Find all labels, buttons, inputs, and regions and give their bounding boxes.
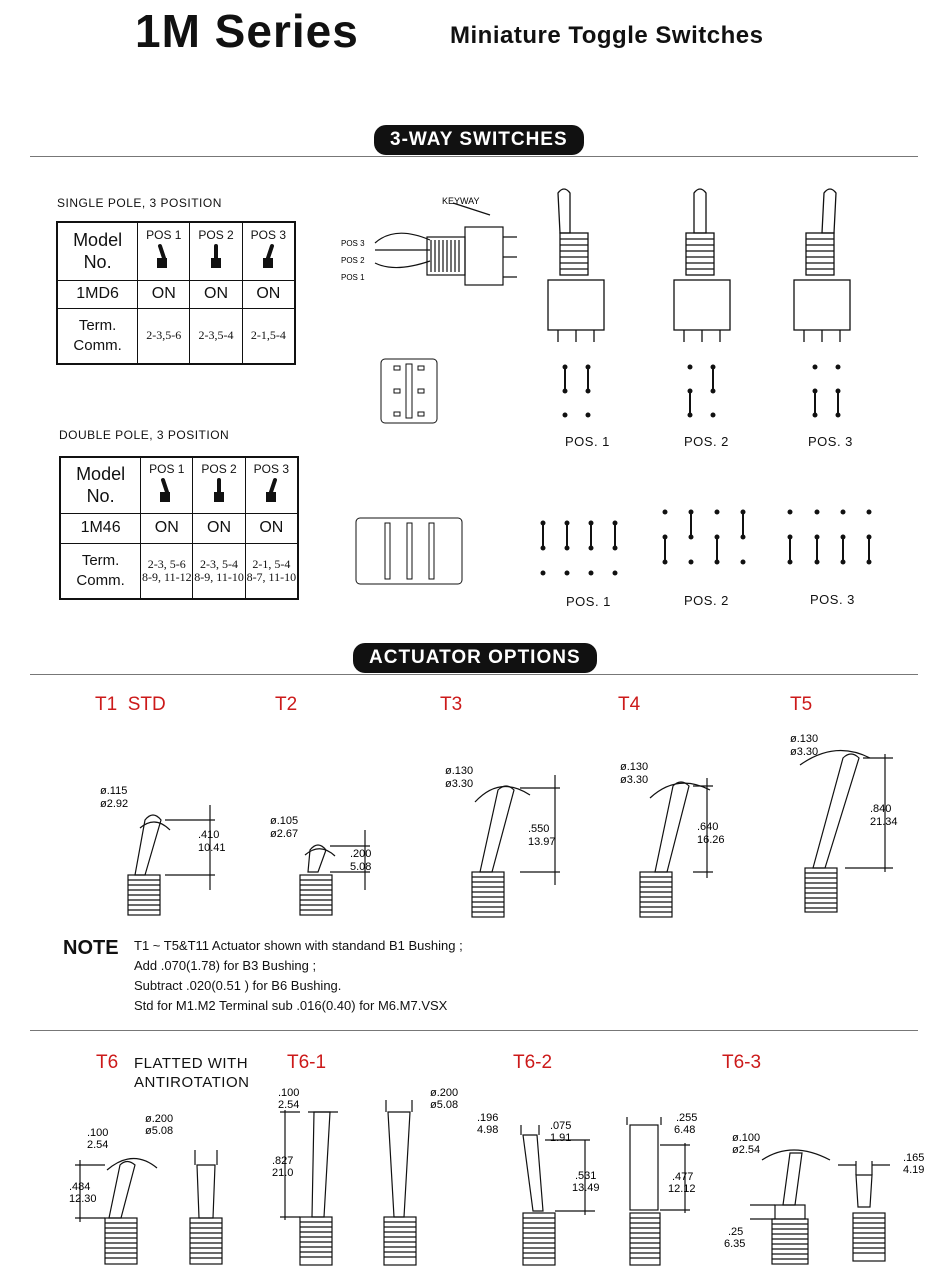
actuator-label-t4: T4 <box>618 694 641 715</box>
front-view-drawing <box>548 189 850 342</box>
pos-cell <box>193 457 245 513</box>
dim-label: 1.91 <box>550 1132 572 1144</box>
actuator-t1-drawing <box>95 780 245 920</box>
dim-label: 6.48 <box>674 1124 696 1136</box>
pos-label: POS 3 <box>250 227 287 242</box>
dim-label: .100 <box>87 1127 109 1139</box>
side-pos3-label: POS 3 <box>341 239 365 248</box>
dim-label: 4.19 <box>903 1164 925 1176</box>
dim-label: 13.49 <box>572 1182 600 1194</box>
model-label-cell <box>57 222 138 280</box>
side-view-drawing <box>375 203 517 285</box>
dim-label: ø.200 <box>430 1087 459 1099</box>
term-line: 2-3, 5-6 <box>147 556 186 571</box>
toggle-icon <box>204 242 228 270</box>
term-label: Term. Comm. <box>60 543 141 599</box>
dim-label: ø.115 <box>100 785 128 797</box>
section-divider <box>30 1030 918 1031</box>
pos-label-dp-1: POS. 1 <box>566 594 611 609</box>
actuator-label-t6-2: T6-2 <box>513 1052 553 1073</box>
double-pole-caption: DOUBLE POLE, 3 POSITION <box>59 428 230 442</box>
section-divider <box>30 674 918 675</box>
dim-label: ø2.92 <box>100 798 129 810</box>
term-cell: 2-3,5-6 <box>138 308 190 364</box>
dim-label: .255 <box>676 1112 698 1124</box>
term-line: 8-9, 11-10 <box>194 569 244 584</box>
model-label-cell <box>60 457 141 513</box>
dim-label: ø3.30 <box>445 778 474 790</box>
toggle-icon <box>256 242 280 270</box>
state-cell: ON <box>193 513 245 543</box>
dim-label: .550 <box>528 823 550 835</box>
side-pos1-label: POS 1 <box>341 273 365 282</box>
state-cell: ON <box>141 513 193 543</box>
pos-cell <box>190 222 242 280</box>
term-cell: 2-3,5-4 <box>190 308 242 364</box>
pos-label-dp-2: POS. 2 <box>684 593 729 608</box>
actuator-label-t2: T2 <box>275 694 298 715</box>
switch-front-views <box>540 185 870 345</box>
dim-label: 10.41 <box>198 842 226 854</box>
note-body <box>134 936 463 1016</box>
dim-label: 2.54 <box>87 1139 109 1151</box>
actuator-label-t5: T5 <box>790 694 813 715</box>
pos-label-dp-3: POS. 3 <box>810 592 855 607</box>
actuator-t6-2-drawing <box>475 1105 715 1270</box>
actuator-label-t6-1: T6-1 <box>287 1052 327 1073</box>
pos-label-sp-3: POS. 3 <box>808 434 853 449</box>
dim-label: 13.97 <box>528 836 556 848</box>
pos-cell <box>138 222 190 280</box>
pos-cell <box>242 222 295 280</box>
toggle-icon <box>207 476 231 504</box>
model-cell: 1M46 <box>60 513 141 543</box>
pin-layout-single <box>380 358 440 426</box>
dim-label: 12.12 <box>668 1183 696 1195</box>
note-line: T1 ~ T5&T11 Actuator shown with standand B1 Bushing ; <box>134 938 463 953</box>
dim-label: ø.130 <box>790 733 819 745</box>
pos-label: POS 1 <box>149 461 185 476</box>
dim-label: ø3.30 <box>790 746 819 758</box>
state-cell: ON <box>138 280 190 308</box>
dim-label: 21.0 <box>272 1167 294 1179</box>
term-label: Term. Comm. <box>57 308 138 364</box>
t6-desc-line: FLATTED WITH <box>134 1055 249 1072</box>
toggle-icon <box>155 476 179 504</box>
note-heading: NOTE <box>63 937 119 959</box>
page-subtitle: Miniature Toggle Switches <box>450 22 764 49</box>
single-pole-table <box>56 221 296 365</box>
actuator-t6-1-drawing <box>270 1082 470 1270</box>
double-pole-contacts <box>525 500 895 585</box>
dim-label: ø3.30 <box>620 774 649 786</box>
contact-bridges <box>565 367 838 415</box>
dim-label: 16.26 <box>697 834 725 846</box>
dim-label: .827 <box>272 1155 294 1167</box>
section-heading-3way: 3-WAY SWITCHES <box>374 125 584 155</box>
dim-label: ø.105 <box>270 815 299 827</box>
double-pole-table <box>59 456 299 600</box>
dim-label: .196 <box>477 1112 499 1124</box>
pos-label: POS 2 <box>201 461 237 476</box>
term-line: 8-9, 11-12 <box>142 569 192 584</box>
pos-label: POS 3 <box>253 461 290 476</box>
pin-layout-drawing <box>356 518 462 584</box>
section-divider <box>30 156 918 157</box>
dim-label: 21.34 <box>870 816 898 828</box>
t6-desc-line: ANTIROTATION <box>134 1074 250 1091</box>
pos-label-sp-2: POS. 2 <box>684 434 729 449</box>
term-line: 2-3, 5-4 <box>200 556 239 571</box>
model-cell: 1MD6 <box>57 280 138 308</box>
actuator-label-t6-3: T6-3 <box>722 1052 762 1073</box>
actuator-label-t6: T6 <box>96 1052 119 1073</box>
dim-label: 2.54 <box>278 1099 300 1111</box>
pin-layout-double <box>355 517 465 587</box>
dim-label: ø.130 <box>445 765 474 777</box>
note-line: Subtract .020(0.51 ) for B6 Bushing. <box>134 978 342 993</box>
dim-label: ø2.54 <box>732 1144 761 1156</box>
dim-label: .531 <box>575 1170 597 1182</box>
model-label: Model No. <box>76 464 126 507</box>
dim-label: .640 <box>697 821 719 833</box>
dim-label: .075 <box>550 1120 572 1132</box>
actuator-t2-drawing <box>270 810 400 920</box>
actuator-t5-drawing <box>785 730 945 915</box>
pin-layout-drawing <box>381 359 437 423</box>
dim-label: .25 <box>728 1226 744 1238</box>
dim-label: 6.35 <box>724 1238 746 1250</box>
actuator-label-t1: T1 STD <box>95 694 166 715</box>
side-pos2-label: POS 2 <box>341 256 365 265</box>
state-cell: ON <box>190 280 242 308</box>
model-label: Model No. <box>73 230 123 273</box>
dim-label: ø2.67 <box>270 828 299 840</box>
t6-description <box>134 1054 249 1092</box>
dim-label: .477 <box>672 1171 694 1183</box>
dim-label: ø5.08 <box>145 1125 174 1137</box>
dim-label: ø.200 <box>145 1113 174 1125</box>
state-cell: ON <box>242 280 295 308</box>
dim-label: .100 <box>278 1087 300 1099</box>
actuator-t3-drawing <box>440 760 590 920</box>
pos-label: POS 2 <box>198 227 234 242</box>
actuator-t4-drawing <box>615 758 765 920</box>
state-cell: ON <box>245 513 298 543</box>
actuator-label-t3: T3 <box>440 694 463 715</box>
term-cell <box>141 543 193 599</box>
dim-label: .165 <box>903 1152 925 1164</box>
pos-cell <box>245 457 298 513</box>
term-line: 2-1, 5-4 <box>252 556 291 571</box>
term-cell <box>193 543 245 599</box>
term-cell <box>245 543 298 599</box>
contact-bridges <box>543 512 869 562</box>
dim-label: ø.130 <box>620 761 649 773</box>
dim-label: 12.30 <box>69 1193 97 1205</box>
actuator-t6-drawing <box>65 1110 255 1270</box>
toggle-icon <box>259 476 283 504</box>
switch-side-view <box>335 185 535 300</box>
dim-label: 4.98 <box>477 1124 499 1136</box>
note-line: Add .070(1.78) for B3 Bushing ; <box>134 958 317 973</box>
contact-dots <box>563 365 841 418</box>
dim-label: .410 <box>198 829 220 841</box>
dim-label: 5.08 <box>350 861 372 873</box>
dim-label: ø5.08 <box>430 1099 459 1111</box>
section-heading-actuator: ACTUATOR OPTIONS <box>353 643 597 673</box>
pos-cell <box>141 457 193 513</box>
actuator-t6-3-drawing <box>720 1125 945 1270</box>
dim-label: .484 <box>69 1181 91 1193</box>
page-title: 1M Series <box>135 5 359 57</box>
note-line: Std for M1.M2 Terminal sub .016(0.40) for M6.M7.VSX <box>134 998 448 1013</box>
dim-label: ø.100 <box>732 1132 761 1144</box>
pos-label: POS 1 <box>146 227 182 242</box>
keyway-label: KEYWAY <box>442 196 480 206</box>
single-pole-caption: SINGLE POLE, 3 POSITION <box>57 196 222 210</box>
term-line: 8-7, 11-10 <box>246 569 297 584</box>
term-cell: 2-1,5-4 <box>242 308 295 364</box>
dim-label: .840 <box>870 803 892 815</box>
toggle-icon <box>152 242 176 270</box>
dim-label: .200 <box>350 848 372 860</box>
pos-label-sp-1: POS. 1 <box>565 434 610 449</box>
